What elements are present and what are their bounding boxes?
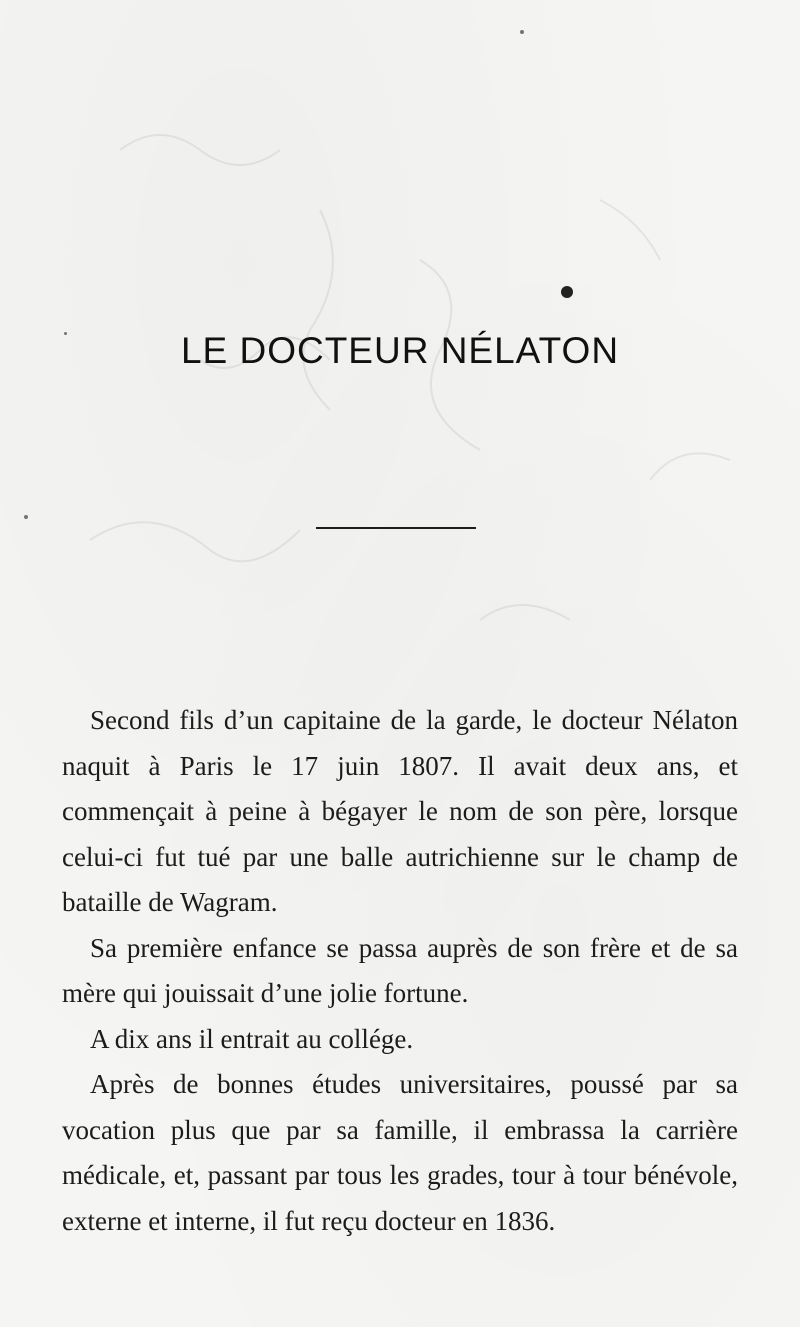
page-title: LE DOCTEUR NÉLATON [180, 330, 620, 371]
paragraph: A dix ans il entrait au collége. [90, 1023, 414, 1054]
title-divider [316, 527, 476, 529]
printer-mark-dot [561, 286, 573, 298]
speck [24, 515, 28, 519]
body-text [62, 698, 738, 1244]
speck [520, 30, 524, 34]
paragraph: Second fils d’un capitaine de la garde, le docteur Nélaton naquit à Paris le 17 juin 1807. Il avait deux ans, et commençait à peine à bégayer le nom de son père, lorsque celui-ci fut tué par une balle autrichienne sur le champ de bataille de Wagram. [62, 705, 738, 917]
show-through-texture [0, 60, 800, 760]
paragraph: Sa première enfance se passa auprès de son frère et de sa mère qui jouissait d’une jolie fortune. [62, 932, 738, 1008]
paragraph: Après de bonnes études universitaires, poussé par sa vocation plus que par sa famille, il embrassa la carrière médicale, et, passant par tous les grades, tour à tour bénévole, externe et interne, il fut reçu docteur en 1836. [62, 1069, 738, 1236]
